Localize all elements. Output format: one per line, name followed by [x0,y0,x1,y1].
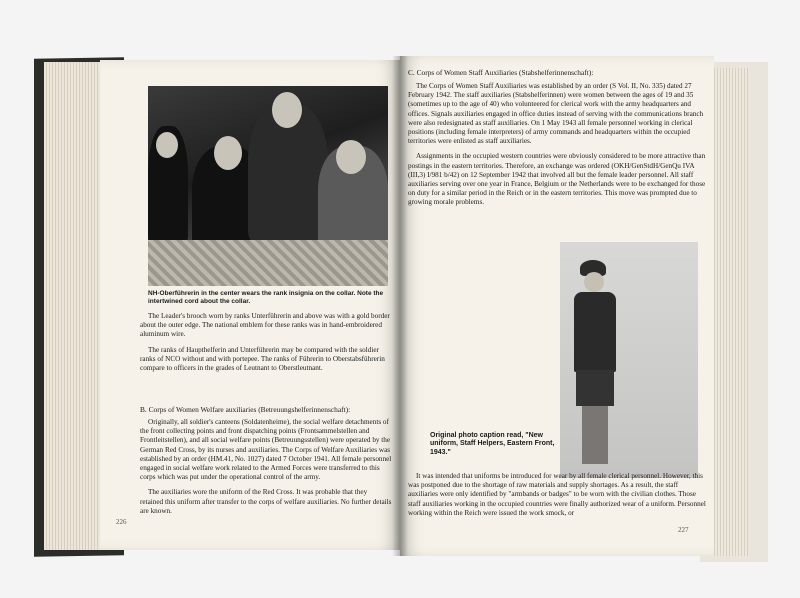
right-body-text [408,82,708,214]
table-cloth [148,240,388,286]
left-section-paragraph-1: Originally, all soldier's canteens (Soldatenheime), the social welfare detachments of the front collecting points and front dispatching points (Frontsammelstellen and Frontleitstellen), and all social welfare points (Betreuungsstellen) were operated by the German Red Cross, by its nurses and auxiliaries. The Corps of Welfare Auxiliaries was established by an order (HM.41, No. 1027) dated 7 October 1941. All female personnel engaged in social welfare work related to the Armed Forces were transferred to this corps which was put under the operational control of the army. [140,418,392,482]
helper-legs [582,406,608,464]
photo-caption-right: Original photo caption read, "New uniform, Staff Helpers, Eastern Front, 1943." [430,432,555,456]
left-page [100,60,400,550]
face-woman-center [214,136,242,170]
photo-caption-left: NH-Oberführerin in the center wears the rank insignia on the collar. Note the intertwined cord about the collar. [148,290,384,305]
uniform-jacket [574,292,616,372]
right-page-number: 227 [678,526,689,534]
face-woman-right [336,140,366,174]
right-section-heading: C. Corps of Women Staff Auxiliaries (Stabshelferinnenschaft): [408,68,594,77]
right-page [400,56,714,556]
right-paragraph-1: The Corps of Women Staff Auxiliaries was established by an order (S Vol. II, No. 335) dated 27 February 1942. The staff auxiliaries (Stabshelferinnen) were women between the ages of 19 and 35 (sometimes up to the age of 40) who volunteered for clerical work with the army headquarters and offices. Signals auxiliaries engaged in office duties instead of serving with the communications branch were also redesignated as staff auxiliaries. On 1 May 1943 all female personnel working in clerical positions (including female interpreters) of army commands and headquarters within the occupied territories were enlisted as staff auxiliaries. [408,82,704,146]
helper-face [584,272,604,292]
left-paragraph-1: The Leader's brooch worn by ranks Unterführerin and above was with a gold border about the outer edge. The national emblem for these ranks was in hand-embroidered aluminum wire. [140,312,390,339]
left-section-heading: B. Corps of Women Welfare auxiliaries (Betreuungshelferinnenschaft): [140,405,351,414]
book-spine-shadow [392,56,408,556]
face-officer [272,92,302,128]
uniform-skirt [576,370,614,406]
right-closing-text [408,472,708,524]
right-closing-paragraph: It was intended that uniforms be introduced for wear by all female clerical personnel. However, this was postponed due to the shortage of raw materials and supply shortages. As a result, the staff auxiliaries were only identified by "armbands or badges" to be worn with the civilian clothes. Those staff auxiliaries working in the occupied countries were finally authorized wear of a uniform. Personnel working within the Reich were issued the work smock, or [408,472,706,517]
left-section-paragraph-2: The auxiliaries wore the uniform of the Red Cross. It was probable that they retained this uniform after transfer to the corps of welfare auxiliaries. No further details are known. [140,488,392,515]
face-left [156,132,178,158]
left-body-text [140,312,390,379]
staff-helper-photo [560,242,698,478]
group-photo [148,86,388,286]
left-page-number: 226 [116,518,127,526]
left-section-text [140,418,392,522]
right-paragraph-2: Assignments in the occupied western countries were obviously considered to be more attractive than postings in the eastern territories. Therefore, an exchange was ordered (OKH/GenStdH/GenQu IVA (III,3) I/981 b/42) on 12 September 1942 that involved all but the female leader personnel. All staff auxiliaries serving over one year in France, Belgium or the Netherlands were to be exchanged for those on duty for a similar period in the Reich or in the eastern territories. This move was prompted due to growing morale problems. [408,152,706,207]
left-paragraph-2: The ranks of Haupthelferin and Unterführerin may be compared with the soldier ranks of NCO without and with portepee. The ranks of Führerin to Oberstabsführerin compare to officers in the grades of Leutnant to Oberstleutnant. [140,345,385,373]
